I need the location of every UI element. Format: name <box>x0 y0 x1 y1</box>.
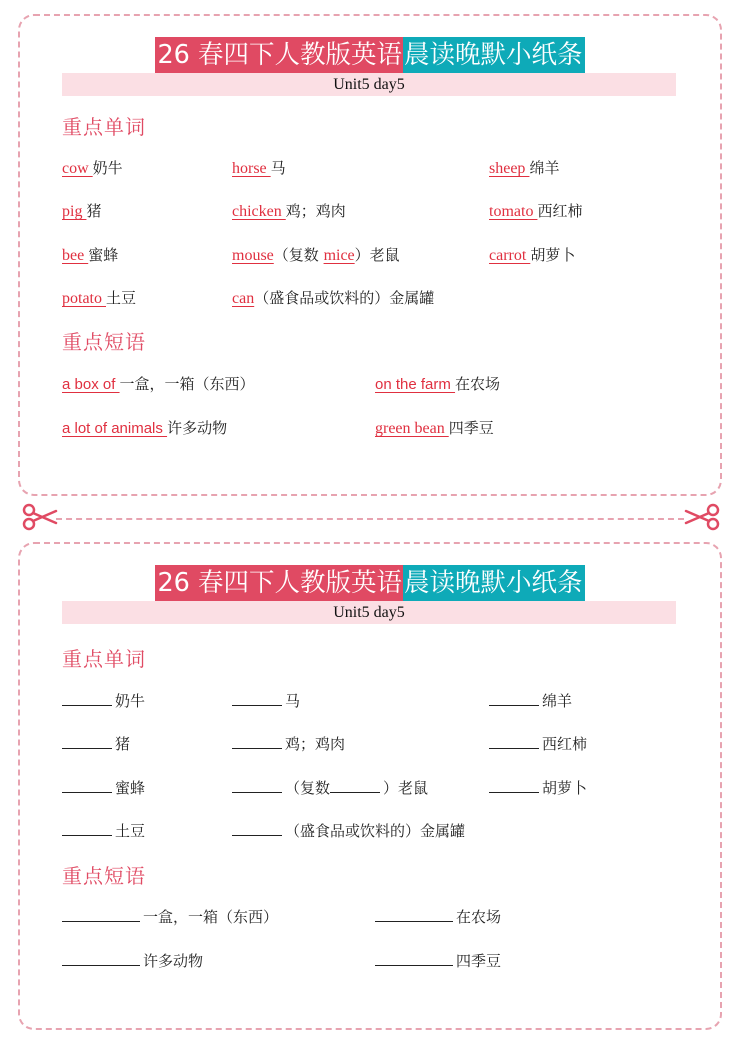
word-item: carrot 胡萝卜 <box>489 246 576 264</box>
answer-blank[interactable] <box>232 690 282 706</box>
word-item: tomato 西红柿 <box>489 202 583 220</box>
word-item: horse 马 <box>232 159 286 177</box>
answer-blank[interactable] <box>232 820 282 836</box>
answer-blank[interactable] <box>62 733 112 749</box>
blank-phrase-item: 在农场 <box>375 906 501 928</box>
word-item: can（盛食品或饮料的）金属罐 <box>232 289 435 307</box>
answer-blank[interactable] <box>232 733 282 749</box>
blank-word-item: 奶牛 <box>62 690 145 712</box>
blank-word-item: 马 <box>232 690 300 712</box>
blank-word-item: （盛食品或饮料的）金属罐 <box>232 820 465 842</box>
blank-word-item: 绵羊 <box>489 690 572 712</box>
unit-subtitle: Unit5 day5 <box>62 601 676 624</box>
scissors-icon <box>684 502 720 532</box>
answer-blank[interactable] <box>62 820 112 836</box>
answer-blank[interactable] <box>62 906 140 922</box>
phrase-item: a lot of animals 许多动物 <box>62 419 228 437</box>
blank-word-item: 西红柿 <box>489 733 587 755</box>
word-item: pig 猪 <box>62 202 102 220</box>
answer-blank[interactable] <box>375 950 453 966</box>
answer-blank[interactable] <box>62 690 112 706</box>
blank-word-item: （复数 ）老鼠 <box>232 777 428 799</box>
blank-phrase-item: 四季豆 <box>375 950 501 972</box>
blank-phrase-item: 许多动物 <box>62 950 203 972</box>
title-banner <box>20 37 720 73</box>
answer-blank[interactable] <box>330 777 380 793</box>
phrase-item: green bean 四季豆 <box>375 419 494 437</box>
title-part-2: 晨读晚默小纸条 <box>403 565 585 601</box>
answer-blank[interactable] <box>489 777 539 793</box>
word-item: sheep 绵羊 <box>489 159 560 177</box>
blank-word-item: 土豆 <box>62 820 145 842</box>
blank-word-item: 猪 <box>62 733 130 755</box>
blank-word-item: 胡萝卜 <box>489 777 587 799</box>
answer-blank[interactable] <box>62 950 140 966</box>
answer-blank[interactable] <box>62 777 112 793</box>
cut-line <box>56 518 684 520</box>
heading-key-words: 重点单词 <box>62 115 146 139</box>
blank-word-item: 蜜蜂 <box>62 777 145 799</box>
blank-word-item: 鸡；鸡肉 <box>232 733 345 755</box>
unit-subtitle: Unit5 day5 <box>62 73 676 96</box>
heading-key-words: 重点单词 <box>62 647 146 671</box>
answer-blank[interactable] <box>489 690 539 706</box>
answer-blank[interactable] <box>232 777 282 793</box>
word-item: chicken 鸡；鸡肉 <box>232 202 346 220</box>
heading-key-phrases: 重点短语 <box>62 864 146 888</box>
dictation-card <box>18 542 722 1030</box>
phrase-item: on the farm 在农场 <box>375 375 501 393</box>
word-item: mouse（复数 mice）老鼠 <box>232 246 400 264</box>
heading-key-phrases: 重点短语 <box>62 330 146 354</box>
answer-blank[interactable] <box>489 733 539 749</box>
answer-blank[interactable] <box>375 906 453 922</box>
scissors-icon <box>22 502 58 532</box>
word-item: bee 蜜蜂 <box>62 246 119 264</box>
word-item: potato 土豆 <box>62 289 137 307</box>
phrase-item: a box of 一盒，一箱（东西） <box>62 375 255 393</box>
blank-phrase-item: 一盒，一箱（东西） <box>62 906 278 928</box>
word-item: cow 奶牛 <box>62 159 123 177</box>
title-part-1: 26 春四下人教版英语 <box>155 37 403 73</box>
title-banner <box>20 565 720 601</box>
answer-card <box>18 14 722 496</box>
title-part-2: 晨读晚默小纸条 <box>403 37 585 73</box>
title-part-1: 26 春四下人教版英语 <box>155 565 403 601</box>
